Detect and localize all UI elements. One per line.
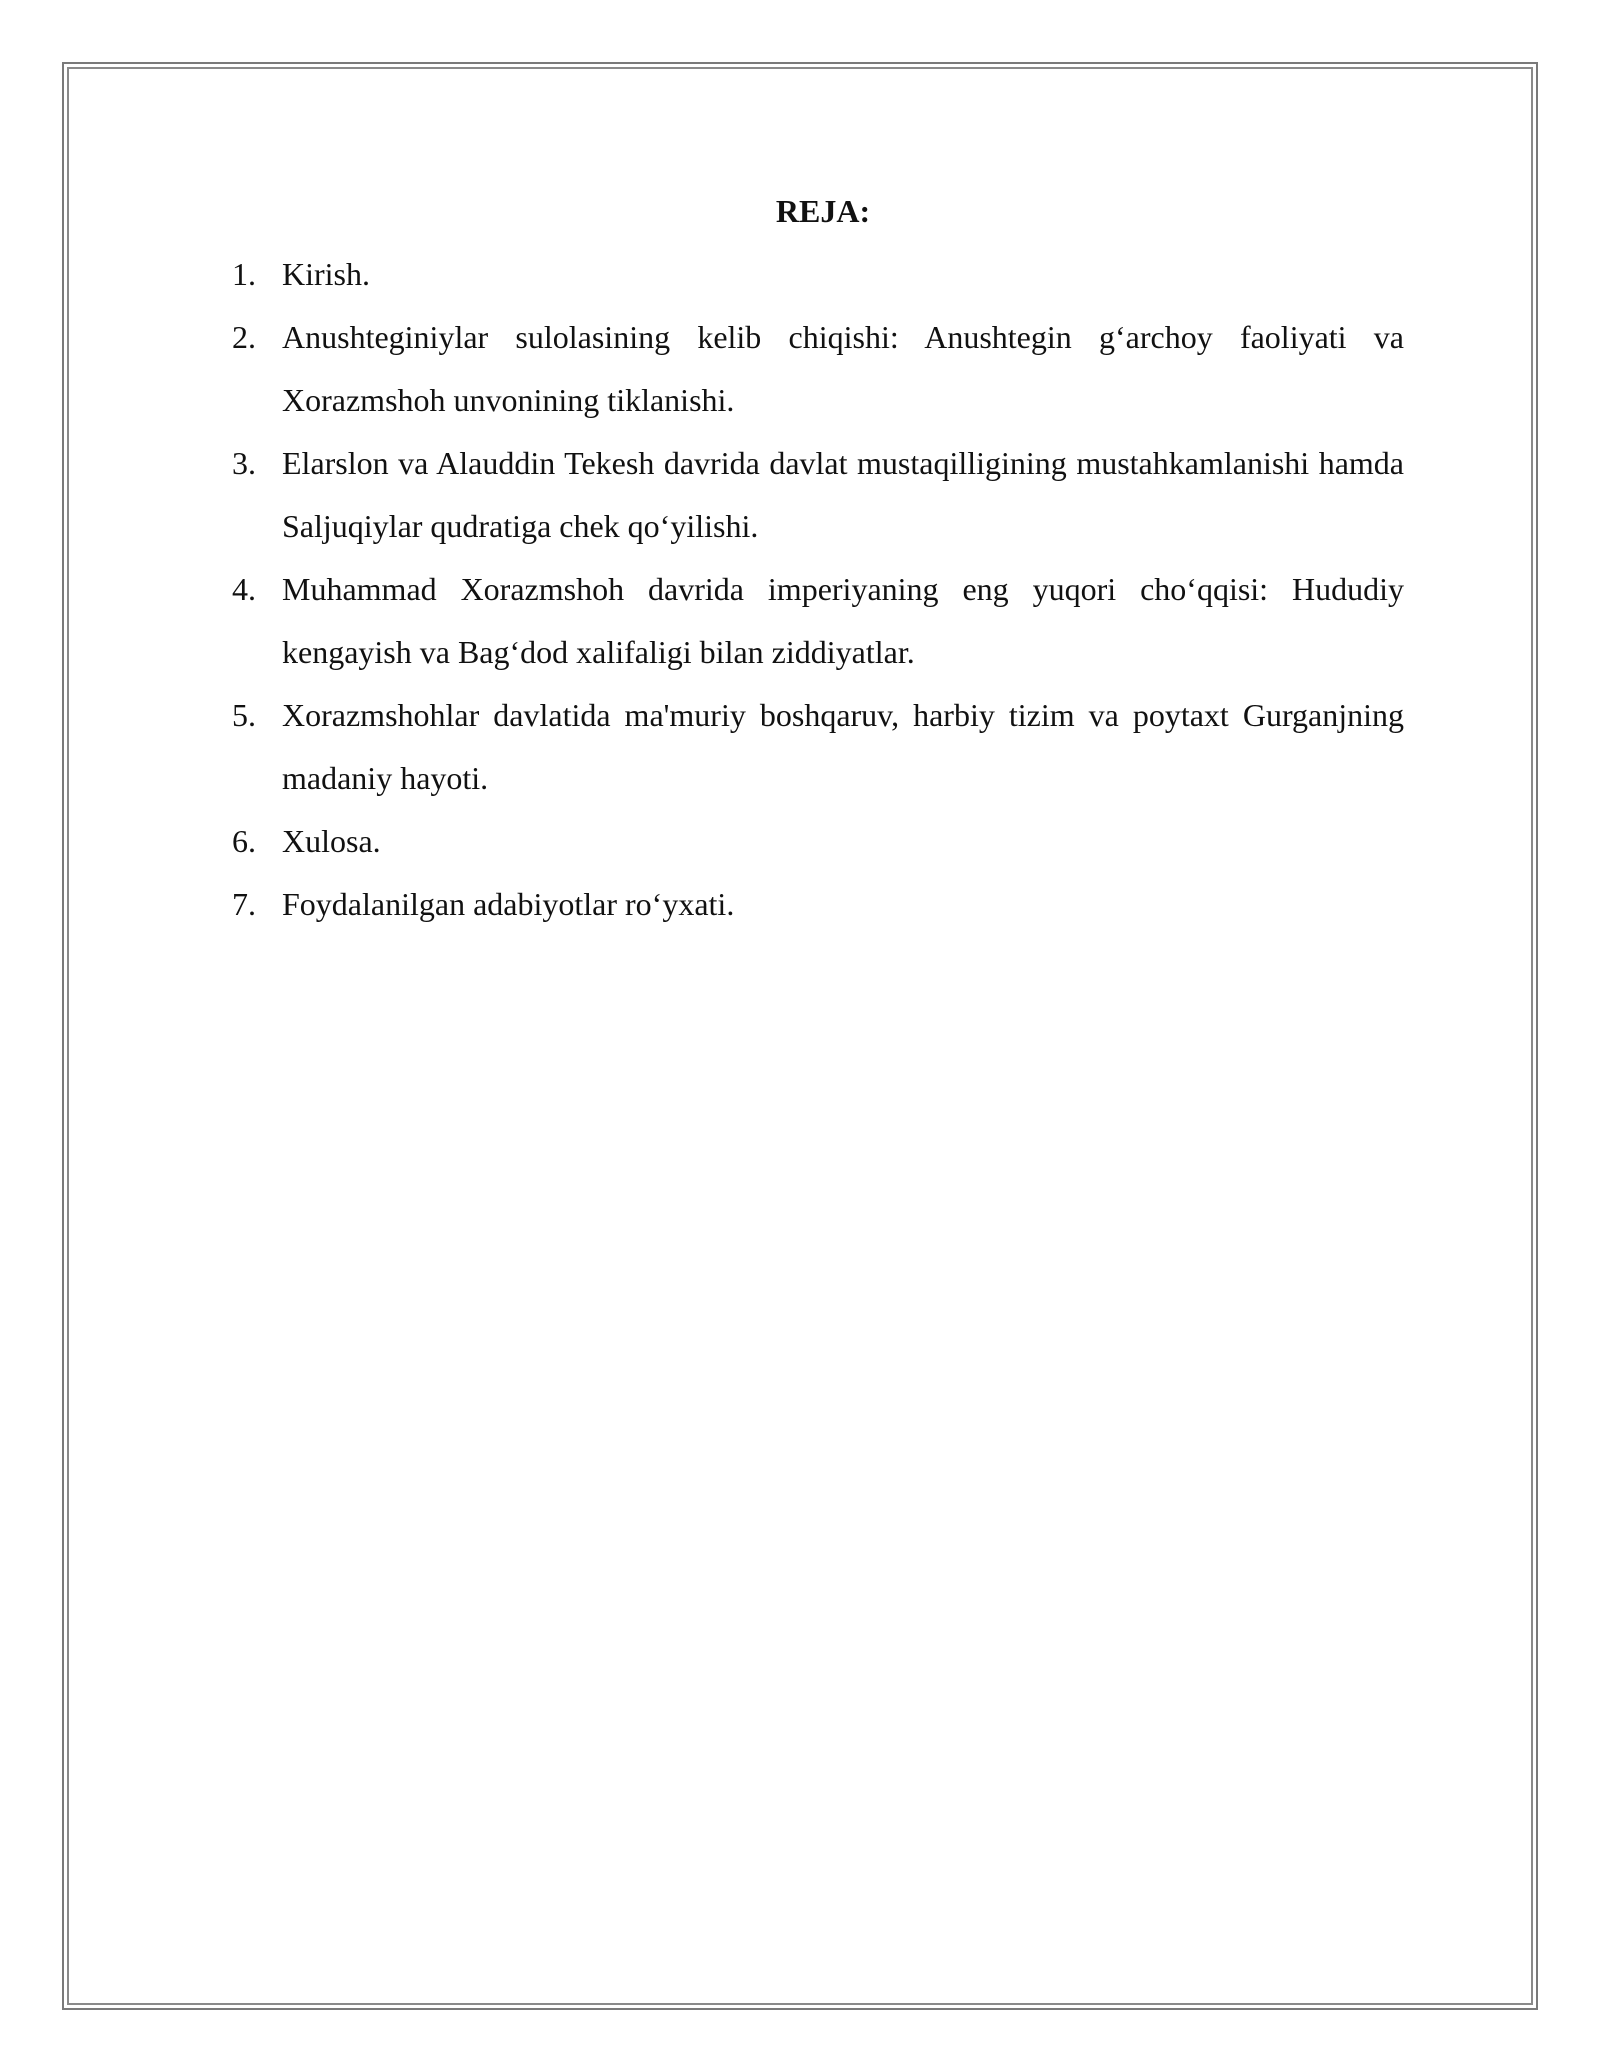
page-title: REJA:: [775, 193, 871, 229]
list-item-text: Foydalanilgan adabiyotlar ro‘yxati.: [282, 886, 735, 922]
list-item-1: [232, 243, 1404, 306]
list-item-text: Kirish.: [282, 256, 370, 292]
list-item-5: [232, 684, 1404, 810]
list-item-text: Muhammad Xorazmshoh davrida imperiyaning eng yuqori cho‘qqisi: Hududiy kengayish va Bag‘dod xalifaligi bilan ziddiyatlar.: [282, 571, 1404, 670]
document-content: [232, 180, 1404, 936]
list-item-text: Xulosa.: [282, 823, 381, 859]
plan-list: [232, 243, 1404, 936]
list-item-2: [232, 306, 1404, 432]
list-item-number: 1.: [232, 256, 256, 292]
list-item-6: [232, 810, 1404, 873]
list-item-number: 5.: [232, 697, 256, 733]
list-item-3: [232, 432, 1404, 558]
list-item-number: 6.: [232, 823, 256, 859]
list-item-text: Elarslon va Alauddin Tekesh davrida davlat mustaqilligining mustahkamlanishi hamda Saljuqiylar qudratiga chek qo‘yilishi.: [282, 445, 1404, 544]
list-item-4: [232, 558, 1404, 684]
list-item-number: 3.: [232, 445, 256, 481]
list-item-number: 7.: [232, 886, 256, 922]
list-item-text: Xorazmshohlar davlatida ma'muriy boshqaruv, harbiy tizim va poytaxt Gurganjning madaniy hayoti.: [282, 697, 1404, 796]
list-item-number: 2.: [232, 319, 256, 355]
list-item-text: Anushteginiylar sulolasining kelib chiqishi: Anushtegin g‘archoy faoliyati va Xorazmshoh unvonining tiklanishi.: [282, 319, 1404, 418]
list-item-number: 4.: [232, 571, 256, 607]
list-item-7: [232, 873, 1404, 936]
